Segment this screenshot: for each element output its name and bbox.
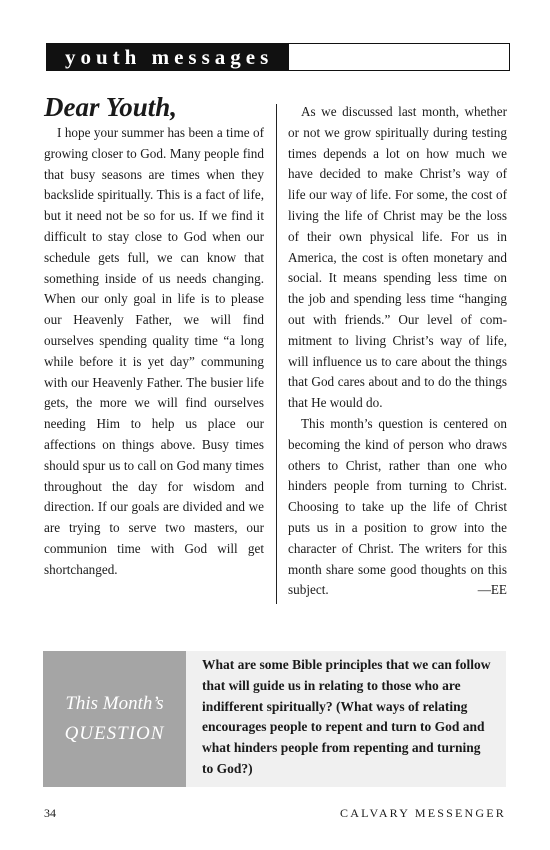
- section-header: [46, 43, 510, 71]
- author-signature: —EE: [477, 582, 507, 598]
- question-label-line2: QUESTION: [64, 723, 165, 744]
- body-paragraph: I hope your summer has been a time of growing closer to God. Many people find that busy seasons are times when they backslide spiritually. This is a fact of life, but it need not be so for us. If we find it difficult to stay close to God when our schedule gets full, we can know that something inside of us needs changing. When our only goal in life is to please our Heavenly Father, we will find ourselves spending quality time “a long while before it is yet day” communing with our Heavenly Father. The busier life gets, the more we will find ourselves needing Him to help us place our affections on things above. Busy times should spur us to call on God many times throughout the day for wisdom and direction. If our goals are divided and we are trying to serve two masters, our communion time with God will get shortchanged.: [44, 125, 264, 577]
- body-paragraph: As we discussed last month, whether or not we grow spiritually during testing times depends a lot on how much we have decided to make Christ’s way of life our way of life. For some, the cost of living the life of Christ may be the loss of their own physical life. For us in America, the cost is often monetary and social. It means spending less time on the job and spending less time “hanging out with friends.” Our level of commitment to living Christ’s way of life, will influence us to care about the things that God cares about and to do the things that He would do.: [288, 104, 507, 411]
- body-paragraph-last: [288, 414, 507, 601]
- left-column: [44, 123, 264, 581]
- right-column: [288, 102, 507, 601]
- page-number: 34: [44, 806, 56, 820]
- section-label: youth messages: [47, 44, 289, 70]
- publication-name: CALVARY MESSENGER: [340, 806, 506, 820]
- body-paragraph-text: This month’s question is centered on becoming the kind of person who draws others to Christ, rather than one who hinders people from turning to Christ. Choosing to take up the life of Christ puts us in a position to grow into the character of Christ. The writers for this month share some good thoughts on this subject.: [288, 415, 507, 598]
- column-divider: [276, 104, 277, 604]
- monthly-question-box: [43, 651, 506, 787]
- letter-salutation: Dear Youth,: [44, 92, 178, 122]
- question-label: [43, 651, 186, 787]
- question-label-line1: This Month’s: [65, 693, 164, 714]
- question-text: What are some Bible principles that we can follow that will guide us in relating to those who are indifferent spiritually? (What ways of relating encourages people to repent and turn to God and what hinders people from repenting and turning to God?): [202, 657, 491, 776]
